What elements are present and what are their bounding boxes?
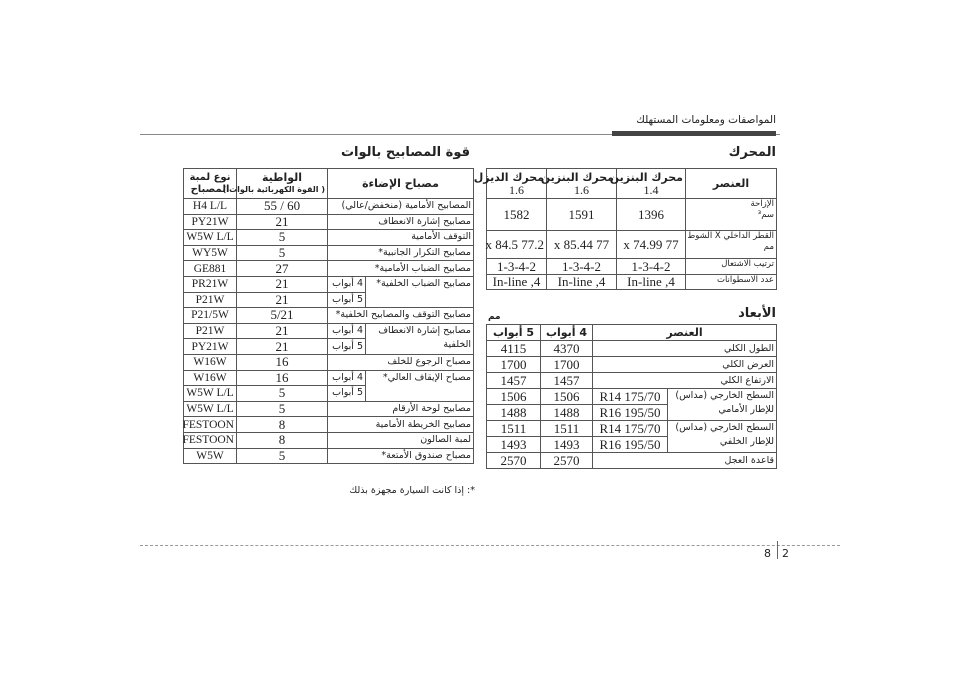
header-4-doors: 4 أبواب bbox=[541, 325, 593, 341]
header-name: محرك البنزين bbox=[609, 170, 683, 184]
header-lamp: مصباح الإضاءة bbox=[328, 169, 474, 199]
engine-value: 77 x 85.44 bbox=[547, 231, 617, 259]
value-5-doors: 2570 bbox=[487, 453, 541, 469]
footnote: *: إذا كانت السيارة مجهزة بذلك bbox=[349, 485, 475, 496]
engine-value: 1591 bbox=[547, 199, 617, 231]
engine-value: 1582 bbox=[487, 199, 547, 231]
table-row bbox=[487, 357, 777, 373]
lamp-label: مصابيح لوحة الأرقام bbox=[328, 401, 474, 417]
wattage-value: 5 bbox=[237, 386, 328, 402]
value-4-doors: 1493 bbox=[541, 437, 593, 453]
value-4-doors: 4370 bbox=[541, 341, 593, 357]
engine-title: المحرك bbox=[728, 145, 776, 160]
dimension-item: العرض الكلي bbox=[593, 357, 777, 373]
wattage-value: 27 bbox=[237, 261, 328, 277]
item-label: القطر الداخلي X الشوط bbox=[687, 231, 774, 241]
value-4-doors: 1700 bbox=[541, 357, 593, 373]
engine-value: 1-3-4-2 bbox=[487, 259, 547, 275]
lamp-label: مصباح الرجوع للخلف bbox=[328, 354, 474, 370]
wattage-value: 5/21 bbox=[237, 308, 328, 324]
header-name: محرك الديزل bbox=[473, 170, 544, 184]
table-row bbox=[487, 259, 777, 275]
wattage-value: 5 bbox=[237, 401, 328, 417]
table-row bbox=[184, 432, 474, 448]
table-row bbox=[184, 230, 474, 246]
table-row bbox=[487, 373, 777, 389]
dimension-item: السطح الخارجي (مداس) للإطار الأمامي bbox=[668, 389, 777, 421]
header-size: 1.4 bbox=[643, 182, 659, 197]
lamp-label: مصابيح التوقف والمصابيح الخلفية* bbox=[328, 308, 474, 324]
lamp-label: مصابيح الخريطة الأمامية bbox=[328, 417, 474, 433]
bulb-type: W5W L/L bbox=[184, 401, 237, 417]
lamp-label: مصباح صندوق الأمتعة* bbox=[328, 448, 474, 464]
engine-item bbox=[686, 199, 777, 231]
wattage-value: 21 bbox=[237, 323, 328, 339]
lamp-label: المصابيح الأمامية (منخفض/عالي) bbox=[328, 199, 474, 215]
dimensions-title: الأبعاد bbox=[738, 306, 776, 321]
dimension-item: الطول الكلي bbox=[593, 341, 777, 357]
item-unit: سم³ bbox=[757, 210, 774, 220]
value-4-doors: 2570 bbox=[541, 453, 593, 469]
table-row bbox=[487, 231, 777, 259]
dimension-item: السطح الخارجي (مداس) للإطار الخلفي bbox=[668, 421, 777, 453]
engine-value: 1-3-4-2 bbox=[617, 259, 686, 275]
lamp-label: مصباح الإيقاف العالي* bbox=[366, 370, 474, 401]
lamp-label: مصابيح الضباب الأمامية* bbox=[328, 261, 474, 277]
lamp-wattage-table bbox=[183, 168, 474, 464]
value-5-doors: 1511 bbox=[487, 421, 541, 437]
engine-header-3 bbox=[473, 169, 547, 199]
bulb-type: W5W L/L bbox=[184, 386, 237, 402]
dimension-item: قاعدة العجل bbox=[593, 453, 777, 469]
tire-size: 195/50 R16 bbox=[593, 405, 668, 421]
item-label: الإزاحة bbox=[750, 199, 774, 209]
engine-value: 77.2 x 84.5 bbox=[487, 231, 547, 259]
header-wattage: الواطية ( القوة الكهربائية بالوات ) bbox=[237, 169, 328, 199]
engine-value: 1396 bbox=[617, 199, 686, 231]
table-row bbox=[184, 245, 474, 261]
lamp-label: مصابيح إشارة الانعطاف bbox=[328, 214, 474, 230]
doors-variant: 4 أبواب bbox=[328, 323, 366, 339]
wattage-value: 5 bbox=[237, 245, 328, 261]
table-row bbox=[184, 401, 474, 417]
chapter-number: 8 bbox=[764, 547, 771, 560]
lamp-label: مصابيح إشارة الانعطاف الخلفية bbox=[366, 323, 474, 354]
table-row bbox=[487, 421, 777, 437]
bulb-type: P21W bbox=[184, 292, 237, 308]
table-row bbox=[184, 417, 474, 433]
value-5-doors: 1488 bbox=[487, 405, 541, 421]
wattage-value: 16 bbox=[237, 354, 328, 370]
header-type: نوع لمبة المصباح bbox=[184, 169, 237, 199]
bulb-type: W16W bbox=[184, 370, 237, 386]
footer-divider bbox=[777, 541, 778, 559]
tire-size: 175/70 R14 bbox=[593, 389, 668, 405]
engine-table bbox=[473, 168, 777, 290]
bulb-type: FESTOON bbox=[184, 432, 237, 448]
wattage-value: 21 bbox=[237, 292, 328, 308]
dimensions-unit: مم bbox=[488, 312, 501, 322]
bulb-type: P21/5W bbox=[184, 308, 237, 324]
value-4-doors: 1506 bbox=[541, 389, 593, 405]
table-row bbox=[184, 308, 474, 324]
wattage-value: 5 bbox=[237, 230, 328, 246]
bulb-type: PR21W bbox=[184, 276, 237, 292]
doors-variant: 4 أبواب bbox=[328, 276, 366, 292]
engine-value: 77 x 74.99 bbox=[617, 231, 686, 259]
header-name: العنصر bbox=[712, 176, 750, 190]
wattage-value: 21 bbox=[237, 276, 328, 292]
wattage-value: 16 bbox=[237, 370, 328, 386]
table-row bbox=[487, 341, 777, 357]
lamps-title: قوة المصابيح بالوات bbox=[340, 145, 470, 160]
bulb-type: PY21W bbox=[184, 214, 237, 230]
engine-value: 1-3-4-2 bbox=[547, 259, 617, 275]
lamp-label: مصابيح الضباب الخلفية* bbox=[366, 276, 474, 307]
table-row bbox=[487, 453, 777, 469]
value-5-doors: 1493 bbox=[487, 437, 541, 453]
item-label: عدد الاسطوانات bbox=[716, 275, 774, 285]
engine-header-2 bbox=[540, 169, 617, 199]
wattage-value: 21 bbox=[237, 339, 328, 355]
doors-variant: 5 أبواب bbox=[328, 339, 366, 355]
header-5-doors: 5 أبواب bbox=[487, 325, 541, 341]
header-size: 1.6 bbox=[574, 182, 589, 197]
table-row bbox=[184, 354, 474, 370]
lamp-label: التوقف الأمامية bbox=[328, 230, 474, 246]
wattage-value: 5 bbox=[237, 448, 328, 464]
footer-rule bbox=[140, 545, 840, 546]
header-name: محرك البنزين bbox=[540, 170, 614, 184]
page-number: 2 bbox=[782, 547, 789, 560]
tire-size: 175/70 R14 bbox=[593, 421, 668, 437]
bulb-type: GE881 bbox=[184, 261, 237, 277]
bulb-type: W16W bbox=[184, 354, 237, 370]
engine-value: 4, In-line bbox=[617, 275, 686, 290]
wattage-value: 8 bbox=[237, 432, 328, 448]
wattage-value: 60 / 55 bbox=[237, 199, 328, 215]
bulb-type: W5W L/L bbox=[184, 230, 237, 246]
lamp-label: لمبة الصالون bbox=[328, 432, 474, 448]
value-5-doors: 1506 bbox=[487, 389, 541, 405]
engine-header-0 bbox=[686, 169, 777, 199]
wattage-value: 21 bbox=[237, 214, 328, 230]
engine-header-1 bbox=[609, 169, 686, 199]
dimension-item: الارتفاع الكلي bbox=[593, 373, 777, 389]
table-row bbox=[184, 370, 474, 386]
value-4-doors: 1511 bbox=[541, 421, 593, 437]
table-row bbox=[184, 214, 474, 230]
table-row bbox=[184, 323, 474, 339]
table-row bbox=[487, 275, 777, 290]
tire-size: 195/50 R16 bbox=[593, 437, 668, 453]
table-row bbox=[487, 389, 777, 405]
wattage-value: 8 bbox=[237, 417, 328, 433]
doors-variant: 5 أبواب bbox=[328, 386, 366, 402]
item-label: ترتيب الاشتعال bbox=[721, 259, 774, 269]
table-row bbox=[184, 276, 474, 292]
table-row bbox=[184, 448, 474, 464]
engine-value: 4, In-line bbox=[547, 275, 617, 290]
value-4-doors: 1488 bbox=[541, 405, 593, 421]
item-unit: مم bbox=[763, 242, 774, 252]
engine-item bbox=[686, 231, 777, 259]
table-row bbox=[184, 199, 474, 215]
bulb-type: H4 L/L bbox=[184, 199, 237, 215]
dimensions-table bbox=[486, 324, 777, 469]
bulb-type: FESTOON bbox=[184, 417, 237, 433]
value-5-doors: 4115 bbox=[487, 341, 541, 357]
header-bar bbox=[612, 131, 776, 136]
engine-item bbox=[686, 275, 777, 290]
engine-item bbox=[686, 259, 777, 275]
table-row bbox=[184, 261, 474, 277]
doors-variant: 5 أبواب bbox=[328, 292, 366, 308]
bulb-type: WY5W bbox=[184, 245, 237, 261]
table-row bbox=[487, 199, 777, 231]
value-4-doors: 1457 bbox=[541, 373, 593, 389]
header-item: العنصر bbox=[593, 325, 777, 341]
bulb-type: P21W bbox=[184, 323, 237, 339]
value-5-doors: 1457 bbox=[487, 373, 541, 389]
section-header: المواصفات ومعلومات المستهلك bbox=[636, 114, 776, 126]
doors-variant: 4 أبواب bbox=[328, 370, 366, 386]
bulb-type: W5W bbox=[184, 448, 237, 464]
value-5-doors: 1700 bbox=[487, 357, 541, 373]
engine-value: 4, In-line bbox=[487, 275, 547, 290]
bulb-type: PY21W bbox=[184, 339, 237, 355]
header-size: 1.6 bbox=[509, 182, 524, 197]
lamp-label: مصابيح التكرار الجانبية* bbox=[328, 245, 474, 261]
